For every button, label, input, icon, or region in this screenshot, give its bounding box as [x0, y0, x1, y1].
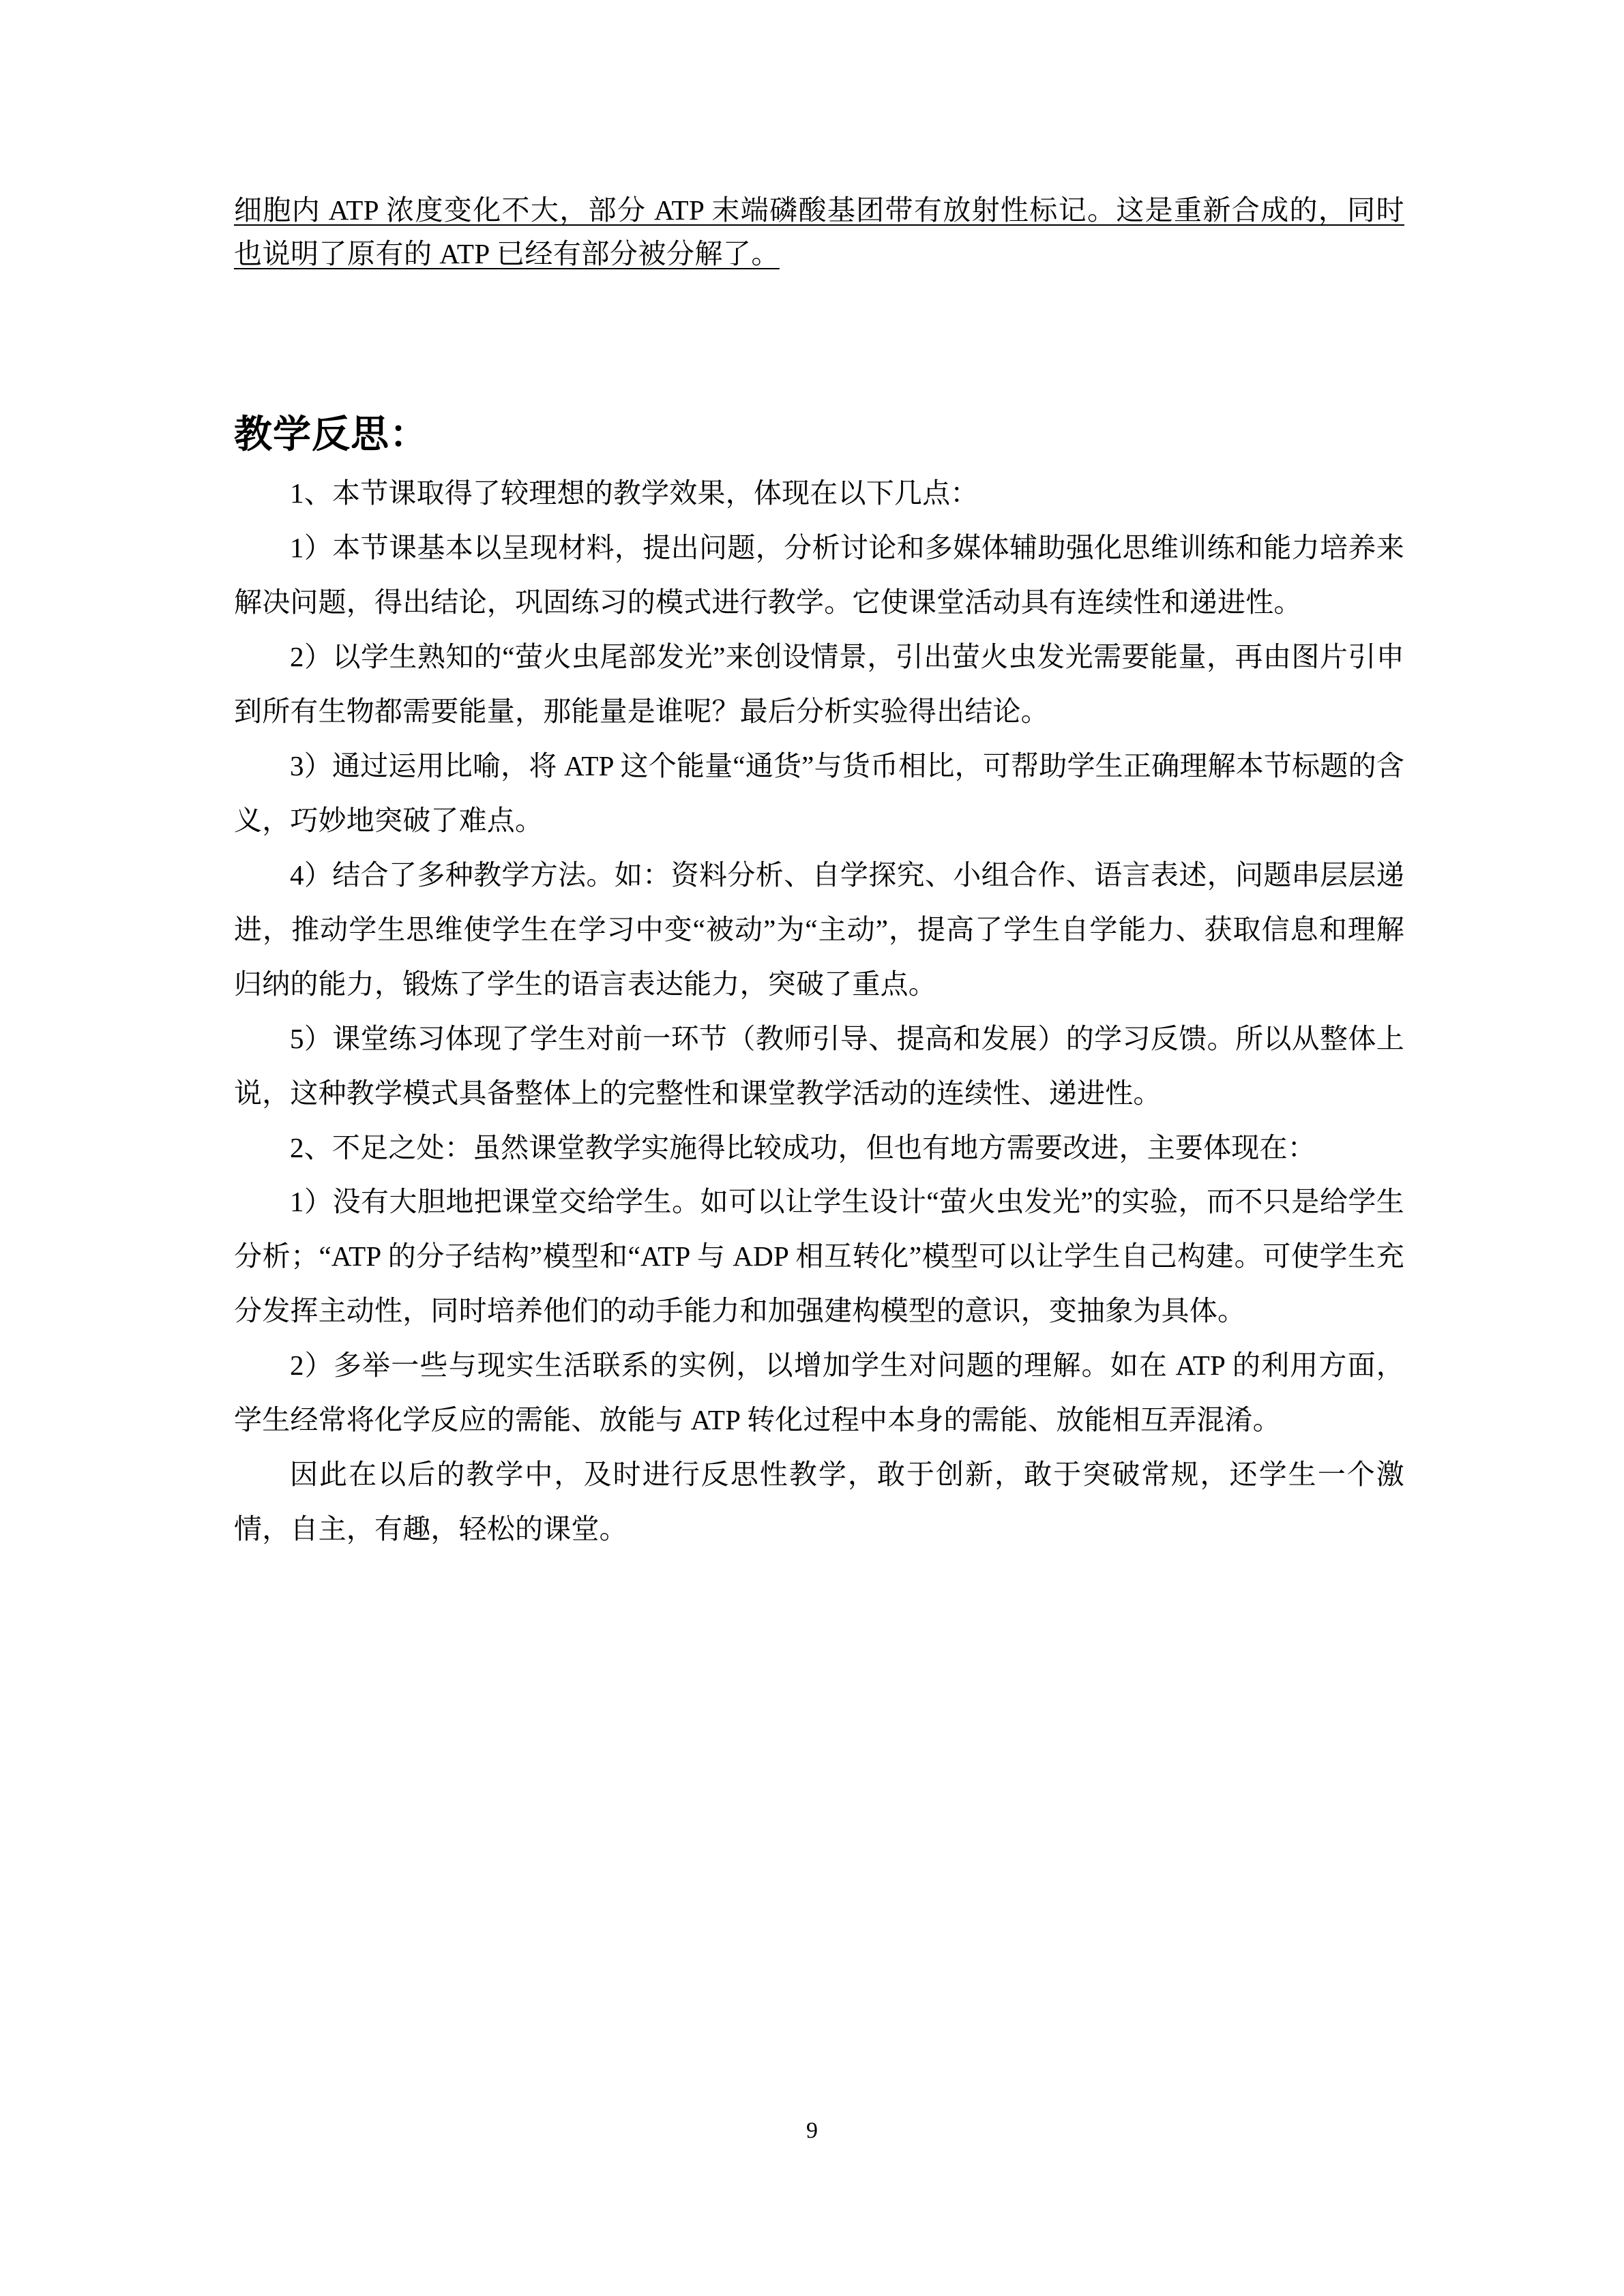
section-heading-teaching-reflection: 教学反思： [234, 414, 428, 457]
paragraph-item-1: 1、本节课取得了较理想的教学效果，体现在以下几点： [290, 477, 979, 509]
paragraph-item-2-1: 1）没有大胆地把课堂交给学生。如可以让学生设计“萤火虫发光”的实验，而不只是给学生分析；“ATP 的分子结构”模型和“ATP 与 ADP 相互转化”模型可以让学生自己构建。可使学生充分发挥主动性，同时培养他们的动手能力和加强建构模型的意识，变抽象为具体。 [234, 1186, 1404, 1327]
paragraph-item-2: 2、不足之处：虽然课堂教学实施得比较成功，但也有地方需要改进，主要体现在： [290, 1131, 1316, 1163]
carryover-paragraph [234, 189, 1404, 275]
page-content [234, 161, 1404, 1557]
paragraph-item-1-4: 4）结合了多种教学方法。如：资料分析、自学探究、小组合作、语言表述，问题串层层递进，推动学生思维使学生在学习中变“被动”为“主动”，提高了学生自学能力、获取信息和理解归纳的能力，锻炼了学生的语言表达能力，突破了重点。 [234, 859, 1404, 1000]
page-number: 9 [806, 2118, 818, 2143]
paragraph-item-1-1: 1）本节课基本以呈现材料，提出问题，分析讨论和多媒体辅助强化思维训练和能力培养来解决问题，得出结论，巩固练习的模式进行教学。它使课堂活动具有连续性和递进性。 [234, 532, 1404, 618]
paragraph-item-1-3: 3）通过运用比喻，将 ATP 这个能量“通货”与货币相比，可帮助学生正确理解本节标题的含义，巧妙地突破了难点。 [234, 749, 1404, 836]
paragraph-item-2-2: 2）多举一些与现实生活联系的实例，以增加学生对问题的理解。如在 ATP 的利用方面，学生经常将化学反应的需能、放能与 ATP 转化过程中本身的需能、放能相互弄混淆。 [234, 1350, 1404, 1436]
carryover-paragraph-text: 细胞内 ATP 浓度变化不大，部分 ATP 末端磷酸基团带有放射性标记。这是重新合成的，同时也说明了原有的 ATP 已经有部分被分解了。 [234, 194, 1404, 269]
paragraph-conclusion: 因此在以后的教学中，及时进行反思性教学，敢于创新，敢于突破常规，还学生一个激情，自主，有趣，轻松的课堂。 [234, 1459, 1404, 1545]
paragraph-item-1-5: 5）课堂练习体现了学生对前一环节（教师引导、提高和发展）的学习反馈。所以从整体上说，这种教学模式具备整体上的完整性和课堂教学活动的连续性、递进性。 [234, 1022, 1404, 1109]
paragraph-item-1-2: 2）以学生熟知的“萤火虫尾部发光”来创设情景，引出萤火虫发光需要能量，再由图片引申到所有生物都需要能量，那能量是谁呢？最后分析实验得出结论。 [234, 641, 1404, 728]
